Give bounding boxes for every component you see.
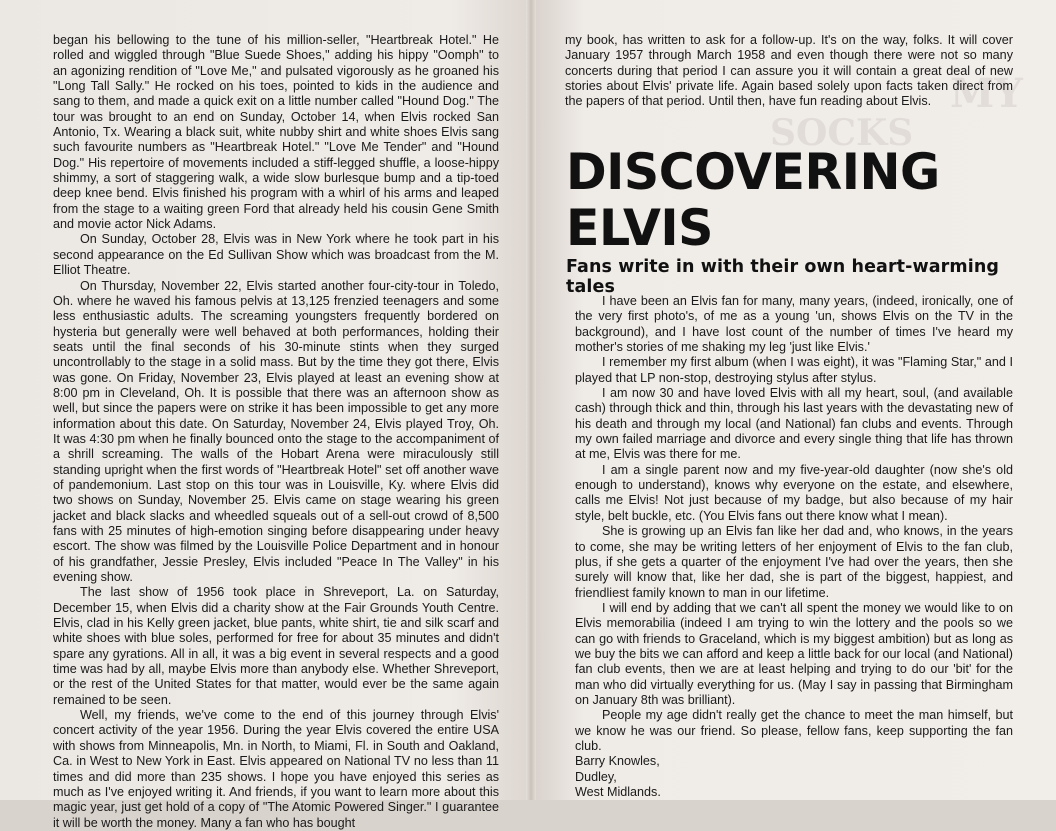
left-article-column	[53, 33, 499, 831]
subheadline: Fans write in with their own heart-warming tales	[566, 257, 1000, 297]
right-article-continuation	[565, 33, 1013, 110]
article-paragraph: began his bellowing to the tune of his million-seller, "Heartbreak Hotel." He rolled and wiggled through "Blue Suede Shoes," adding his hippy "Oomph" to an agonizing rendition of "Love Me," and pulsated vigorously as he groaned his "Long Tall Sally." He rocked on his toes, pointed to kids in the audience and sang to them, and made a quick exit on a little number called "Hound Dog." The tour was brought to an end on Sunday, October 14, when Elvis rocked San Antonio, Tx. Wearing a black suit, white nubby shirt and white shoes Elvis sang such favourite numbers as "Heartbreak Hotel." "Love Me Tender" and "Hound Dog." His repertoire of movements included a stiff-legged shuffle, a loose-hippy shimmy, a sort of staggering walk, a wide slow burlesque bump and a tip-toed deep knee bend. Elvis finished his program with a whirl of his arms and leaped from the stage to a waiting green Ford that already held his cousin Gene Smith and movie actor Nick Adams.	[53, 33, 499, 232]
headline-line: DISCOVERING	[566, 143, 940, 201]
article-paragraph: The last show of 1956 took place in Shreveport, La. on Saturday, December 15, when Elvis did a charity show at the Fair Grounds Youth Centre. Elvis, clad in his Kelly green jacket, blue pants, white shirt, tie and silk scarf and white shoes with blue soles, performed for free for about 35 minutes and didn't spare any gyrations. All in all, it was a big event in several respects and a good time was had by all, maybe Elvis more than anybody else. Whether Shreveport, or the rest of the United States for that matter, would ever be the same again remained to be seen.	[53, 585, 499, 707]
letter-paragraph: I will end by adding that we can't all spent the money we would like to on Elvis memorabilia (indeed I am trying to win the lottery and the pools so we can go with friends to Graceland, which is my biggest ambition) but as long as we buy the bits we can afford and keep a little back for our local (and National) fan club events, then we are at least helping and trying to do our 'bit' for the man who did virtually everything for us. (May I say in passing that Birmingham on January 8th was brilliant).	[575, 600, 1013, 707]
letter-column	[575, 294, 1013, 800]
headline	[566, 144, 997, 256]
article-paragraph: On Sunday, October 28, Elvis was in New York where he took part in his second appearance on the Ed Sullivan Show which was broadcast from the M. Elliot Theatre.	[53, 232, 499, 278]
letter-paragraph: I am now 30 and have loved Elvis with all my heart, soul, (and available cash) through thick and thin, through his last years with the devastating new of his death and through my local (and National) fan clubs and events. Through my own failed marriage and divorce and every single thing that life has thrown at me, Elvis was there for me.	[575, 386, 1013, 462]
letter-paragraph: I am a single parent now and my five-year-old daughter (now she's old enough to understand), knows why everyone on the estate, and elsewhere, calls me Elvis! Not just because of my badge, but also because of my hair style, belt buckle, etc. (You Elvis fans out there know what I mean).	[575, 462, 1013, 523]
headline-line: ELVIS	[566, 199, 713, 257]
article-paragraph: my book, has written to ask for a follow-up. It's on the way, folks. It will cover January 1957 through March 1958 and even though there were not so many concerts during that period I can assure you it will contain a great deal of new stories about Elvis' private life. Again based solely upon facts taken direct from the papers of that period. Until then, have fun reading about Elvis.	[565, 33, 1013, 109]
letter-paragraph: People my age didn't really get the chance to meet the man himself, but we know he was our friend. So please, fellow fans, keep supporting the fan club.	[575, 708, 1013, 753]
article-paragraph: Well, my friends, we've come to the end of this journey through Elvis' concert activity of the year 1956. During the year Elvis covered the entire USA with shows from Minneapolis, Mn. in North, to Miami, Fl. in South and Oakland, Ca. in West to New York in East. Elvis appeared on National TV no less than 11 times and did more than 235 shows. I hope you have enjoyed this series as much as I've enjoyed writing it. And friends, if you want to learn more about this magic year, just get hold of a copy of "The Atomic Powered Singer." I guarantee it will be worth the money. Many a fan who has bought	[53, 708, 499, 830]
page-gutter	[526, 0, 536, 800]
letter-paragraph: She is growing up an Elvis fan like her dad and, who knows, in the years to come, she may be writing letters of her enjoyment of Elvis to the fan club, plus, if she gets a quarter of the enjoyment I've had over the years, then she surely will know that, like her dad, she is part of the biggest, happiest, and friendliest family known to man in our lifetime.	[575, 524, 1013, 600]
signature-line: Dudley,	[575, 769, 617, 784]
letter-paragraph: I remember my first album (when I was eight), it was "Flaming Star," and I played that LP non-stop, destroying stylus after stylus.	[575, 355, 1013, 385]
signature-line: Barry Knowles,	[575, 754, 660, 769]
letter-paragraph: I have been an Elvis fan for many, many years, (indeed, ironically, one of the very first photo's, of me as a young 'un, shows Elvis on the TV in the background), and I have lost count of the number of times I've heard my mother's stories of me shaking my leg 'just like Elvis.'	[575, 294, 1013, 355]
signature-line: West Midlands.	[575, 785, 661, 799]
article-paragraph: On Thursday, November 22, Elvis started another four-city-tour in Toledo, Oh. where he waved his famous pelvis at 13,125 frenzied teenagers and some less enthusiastic adults. The screaming youngsters frequently bordered on hysteria but generally were well behaved at both performances, holding their seats until the final seconds of his 30-minute stints when they surged uncontrollably to the stage in a solid mass. But by the time they got there, Elvis was gone. On Friday, November 23, Elvis played at least an evening show at 8:00 pm in Cleveland, Oh. It is possible that there was an afternoon show as well, but since the papers were on strike it has been impossible to get any more information about this date. On Saturday, November 24, Elvis played Troy, Oh. It was 4:30 pm when he finally bounced onto the stage to the accompaniment of a shrill screaming. The walls of the Hobart Arena were miraculously still standing upright when the first words of "Heartbreak Hotel" set off another wave of pandemonium. Last stop on this tour was in Louisville, Ky. where Elvis did two shows on Sunday, November 25. Elvis came on stage wearing his green jacket and black slacks and wheedled squeals out of a sell-out crowd of 8,500 fans with 25 minutes of high-emotion singing before disappearing under heavy escort. The show was filmed by the Louisville Police Department and in honour of his grandfather, Jessie Presley, Elvis included "Peace In The Valley" in his evening show.	[53, 278, 499, 585]
